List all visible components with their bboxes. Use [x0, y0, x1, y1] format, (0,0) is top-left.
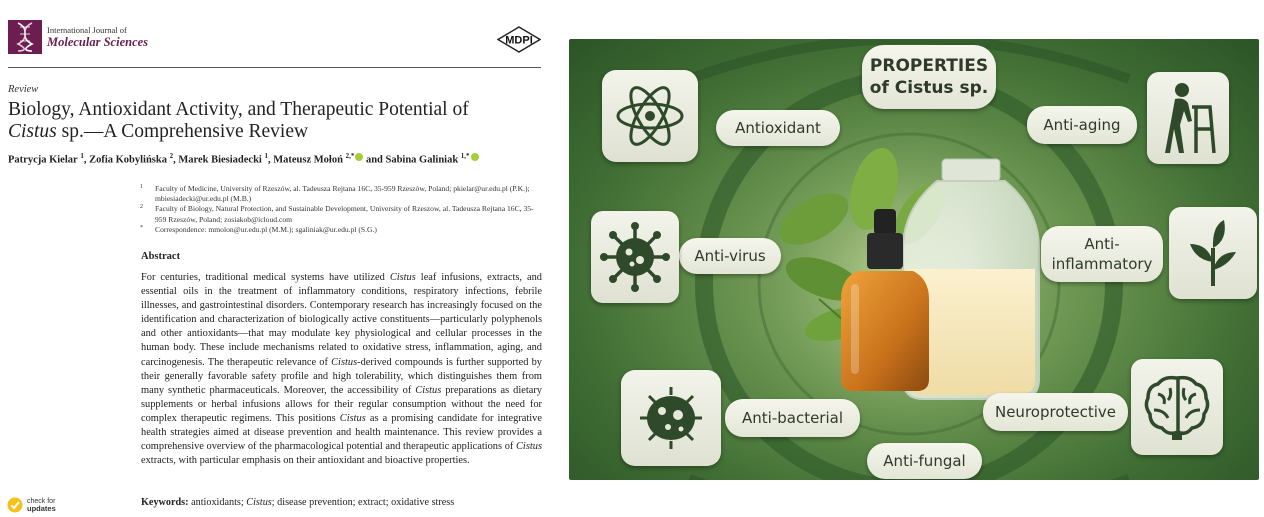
publisher-logo-text: MDPI	[505, 34, 533, 47]
affiliation-text: Faculty of Biology, Natural Protection, and Sustainable Development, University of Rzeszow, al. Tadeusza Rejtana 16C, 35-959 Rzeszów, Poland; zosiakob@icloud.com	[155, 204, 534, 224]
author-affiliation-marker: 1	[80, 152, 84, 160]
abstract-text-segment: preparations as dietary supplements or herbal infusions allows for their regular consumption without the need for complex therapeutic regimens. This positions	[141, 384, 542, 424]
abstract-text-segment: as a promising candidate for integrative health strategies aimed at disease prevention and health maintenance. This review provides a comprehensive overview of the pharmacological potential and therapeutic applications of	[141, 412, 542, 453]
publisher-logo-icon	[497, 26, 541, 53]
check-line2: updates	[27, 504, 56, 513]
keyword-text-segment: antioxidants;	[188, 497, 247, 508]
author-name: Sabina Galiniak	[385, 154, 459, 166]
label-anti-bacterial: Anti-bacterial	[725, 399, 860, 437]
keyword-text-segment: Cistus	[246, 497, 272, 508]
keywords	[141, 497, 454, 508]
author-name: Patrycja Kielar	[8, 154, 78, 166]
affiliation-marker: 1	[140, 184, 143, 190]
title-part2: sp.—A Comprehensive Review	[56, 121, 309, 142]
article-type: Review	[8, 84, 39, 95]
affiliation-marker: *	[140, 224, 143, 231]
title-italic: Cistus	[8, 121, 57, 142]
infographic-title-line1: PROPERTIES	[869, 56, 989, 76]
abstract-body	[141, 271, 542, 468]
infographic-title-line2: of Cistus sp.	[869, 78, 989, 98]
journal-name	[47, 25, 148, 50]
label-neuroprotective: Neuroprotective	[983, 393, 1128, 431]
author-affiliation-marker: 2	[169, 152, 174, 160]
sprout-tile	[1169, 207, 1257, 299]
atom-icon	[614, 80, 686, 152]
author-affiliation-marker: 1	[264, 152, 268, 160]
atom-tile	[602, 70, 698, 162]
elderly-tile	[1147, 72, 1229, 164]
author-separator: ,	[83, 154, 90, 166]
abstract-text-segment: For centuries, traditional medical systems have utilized	[141, 272, 390, 283]
label-anti-inflammatory-line2: inflammatory	[1051, 255, 1153, 273]
affiliation-text: Correspondence: mmolon@ur.edu.pl (M.M.); sgaliniak@ur.edu.pl (S.G.)	[155, 224, 377, 234]
brain-icon	[1142, 374, 1212, 440]
check-circle-icon	[7, 497, 23, 513]
bacteria-icon	[634, 381, 708, 455]
abstract-text-segment: Cistus	[389, 272, 416, 283]
properties-infographic	[569, 39, 1259, 480]
plant-sprout-icon	[1182, 218, 1244, 288]
keywords-label: Keywords:	[141, 497, 189, 508]
header-divider	[8, 67, 541, 68]
author-separator: ,	[267, 154, 274, 166]
affiliation-entry	[140, 184, 540, 204]
abstract-text-segment: -derived compounds is further supported by their generally favorable safety profile and high tolerability, which distinguishes them from many synthetic pharmaceuticals. Moreover, the accessibility of	[141, 356, 542, 396]
label-anti-inflammatory	[1041, 226, 1163, 282]
label-antioxidant: Antioxidant	[716, 110, 840, 146]
affiliations	[140, 184, 540, 235]
brain-tile	[1131, 359, 1223, 455]
journal-name-line1: International Journal of	[47, 25, 127, 35]
author-list	[8, 152, 479, 166]
author-affiliation-marker: 1,*	[460, 152, 470, 160]
abstract-text-segment: Cistus	[516, 441, 542, 453]
label-anti-inflammatory-line1: Anti-	[1084, 235, 1120, 253]
abstract-text-segment: Cistus	[339, 412, 366, 424]
affiliation-marker: 2	[140, 204, 143, 211]
author-name: Mateusz Mołoń	[273, 154, 343, 166]
affiliation-entry	[140, 204, 540, 224]
orcid-icon	[471, 153, 479, 161]
abstract-heading: Abstract	[141, 251, 181, 262]
journal-name-line2: Molecular Sciences	[47, 35, 149, 49]
infographic-title	[862, 45, 996, 109]
bacteria-tile	[621, 370, 721, 466]
abstract-text-segment: Cistus	[415, 384, 442, 396]
author-affiliation-marker: 2,*	[345, 152, 355, 160]
author-name: Marek Biesiadecki	[178, 154, 262, 166]
keyword-text-segment: ; disease prevention; extract; oxidative stress	[271, 497, 455, 508]
abstract-text-segment: extracts, with particular emphasis on their antioxidant and bioactive properties.	[141, 455, 470, 467]
abstract-text-segment: Cistus	[331, 356, 358, 368]
title-part1: Biology, Antioxidant Activity, and Therapeutic Potential of	[8, 99, 469, 120]
label-anti-virus: Anti-virus	[679, 238, 781, 274]
virus-icon	[600, 222, 670, 292]
author-name: Zofia Kobylińska	[89, 154, 167, 166]
label-anti-fungal: Anti-fungal	[867, 443, 982, 479]
check-for-updates-badge[interactable]	[7, 497, 56, 513]
check-line1: check for	[27, 497, 56, 505]
journal-logo-icon	[8, 20, 42, 54]
label-anti-aging: Anti-aging	[1027, 106, 1137, 144]
abstract-text-segment: leaf infusions, extracts, and essential oils in the treatment of inflammatory conditions, respiratory infections, febrile illnesses, and gastrointestinal disorders. Contemporary research has increasingly focused on the identification and characterization of biologically active constituents—particularly polyphenols and other antioxidants—that may modulate key physiological and cellular processes in the human body. These include mechanisms related to oxidative stress, inflammation, aging, and carcinogenesis. The therapeutic relevance of	[141, 272, 542, 368]
affiliation-text: Faculty of Medicine, University of Rzeszów, al. Tadeusza Rejtana 16C, 35-959 Rzeszów, Poland; pkielar@ur.edu.pl (P.K.); mbiesiadecki@ur.edu.pl (M.B.)	[155, 184, 530, 204]
author-separator: ,	[173, 154, 179, 166]
article-title	[8, 99, 548, 143]
paper-first-page	[0, 0, 550, 517]
elderly-walker-icon	[1158, 81, 1218, 155]
affiliation-entry	[140, 225, 540, 235]
keywords-text	[189, 497, 455, 508]
author-separator: and	[363, 154, 386, 166]
check-text	[27, 498, 56, 513]
virus-tile	[591, 211, 679, 303]
